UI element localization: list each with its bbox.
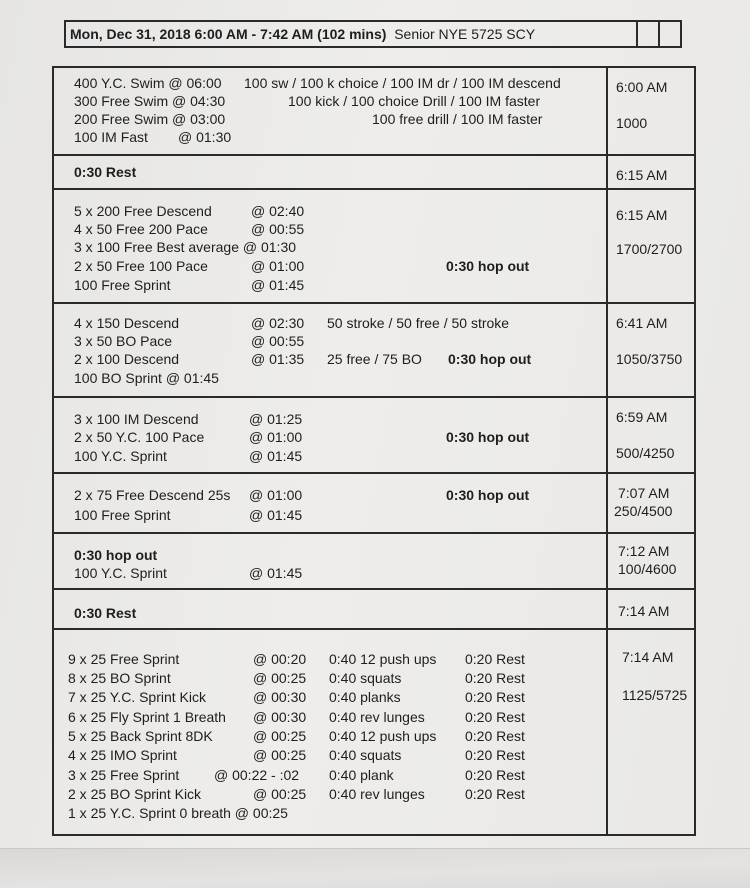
dryland-exercise: 0:40 rev lunges bbox=[329, 709, 425, 725]
set-line: 0:30 Rest bbox=[74, 605, 137, 621]
set-line: 6 x 25 Fly Sprint 1 Breath bbox=[68, 709, 226, 725]
set-line: 100 Free Sprint bbox=[74, 507, 171, 523]
rest-label: 0:20 Rest bbox=[465, 689, 525, 705]
dryland-exercise: 0:40 planks bbox=[329, 689, 401, 705]
set-time: 7:07 AM bbox=[618, 485, 670, 501]
set-line: 300 Free Swim @ 04:30 bbox=[74, 93, 226, 109]
set-line: 100 BO Sprint @ 01:45 bbox=[74, 370, 219, 386]
set-line: 3 x 50 BO Pace bbox=[74, 333, 173, 349]
set-line: 4 x 25 IMO Sprint bbox=[68, 747, 177, 763]
set-interval: @ 02:30 bbox=[251, 315, 305, 331]
set-time: 6:15 AM bbox=[616, 167, 668, 183]
set-free-descend bbox=[54, 474, 694, 534]
set-line: 0:30 hop out bbox=[74, 547, 158, 563]
time-column bbox=[606, 398, 694, 472]
set-interval: @ 00:55 bbox=[251, 221, 305, 237]
set-time: 6:00 AM bbox=[616, 79, 668, 95]
set-note: 0:30 hop out bbox=[446, 429, 530, 445]
set-line: 5 x 25 Back Sprint 8DK bbox=[68, 728, 213, 744]
rest-label: 0:20 Rest bbox=[465, 747, 525, 763]
set-note: 0:30 hop out bbox=[446, 487, 530, 503]
set-line: 3 x 25 Free Sprint bbox=[68, 767, 180, 783]
time-column bbox=[606, 304, 694, 396]
set-interval: @ 00:20 bbox=[253, 651, 307, 667]
set-interval: @ 01:35 bbox=[251, 351, 305, 367]
set-yards: 100/4600 bbox=[618, 561, 677, 577]
set-line: 100 Y.C. Sprint bbox=[74, 448, 167, 464]
set-note: 0:30 hop out bbox=[446, 258, 530, 274]
set-line: 0:30 Rest bbox=[74, 164, 137, 180]
time-column bbox=[606, 68, 694, 154]
set-line: 2 x 50 Y.C. 100 Pace bbox=[74, 429, 205, 445]
set-interval: @ 00:25 bbox=[253, 670, 307, 686]
set-yards: 500/4250 bbox=[616, 445, 675, 461]
time-column bbox=[606, 474, 694, 532]
rest-label: 0:20 Rest bbox=[465, 728, 525, 744]
set-line: 8 x 25 BO Sprint bbox=[68, 670, 171, 686]
set-line: 9 x 25 Free Sprint bbox=[68, 651, 180, 667]
dryland-exercise: 0:40 12 push ups bbox=[329, 651, 437, 667]
set-interval: @ 00:22 - :02 bbox=[214, 767, 300, 783]
set-time: 6:15 AM bbox=[616, 207, 668, 223]
header-title: Senior NYE 5725 SCY bbox=[394, 26, 536, 42]
dryland-exercise: 0:40 rev lunges bbox=[329, 786, 425, 802]
set-yc-sprint bbox=[54, 534, 694, 590]
set-detail: 100 kick / 100 choice Drill / 100 IM faster bbox=[288, 93, 541, 109]
set-yards: 1125/5725 bbox=[622, 687, 688, 703]
time-column bbox=[606, 156, 694, 188]
dryland-exercise: 0:40 plank bbox=[329, 767, 394, 783]
set-interval: @ 01:00 bbox=[249, 429, 303, 445]
set-interval: @ 02:40 bbox=[251, 203, 305, 219]
header-cell bbox=[658, 22, 680, 46]
header-text bbox=[70, 26, 535, 42]
header-date-time: Mon, Dec 31, 2018 6:00 AM - 7:42 AM (102 mins) bbox=[70, 26, 387, 42]
set-line: 1 x 25 Y.C. Sprint 0 breath @ 00:25 bbox=[68, 805, 288, 821]
set-line: 100 Free Sprint bbox=[74, 277, 171, 293]
rest-label: 0:20 Rest bbox=[465, 651, 525, 667]
set-detail: 50 stroke / 50 free / 50 stroke bbox=[327, 315, 510, 331]
time-column bbox=[606, 590, 694, 628]
set-interval: @ 01:00 bbox=[249, 487, 303, 503]
set-line: 3 x 100 IM Descend bbox=[74, 411, 199, 427]
set-interval: @ 00:25 bbox=[253, 728, 307, 744]
set-time: 7:14 AM bbox=[622, 649, 674, 665]
dryland-exercise: 0:40 squats bbox=[329, 670, 402, 686]
rest-label: 0:20 Rest bbox=[465, 786, 525, 802]
set-line: 100 Y.C. Sprint bbox=[74, 565, 167, 581]
set-yards: 1000 bbox=[616, 115, 648, 131]
time-column bbox=[606, 630, 694, 834]
set-line: 4 x 150 Descend bbox=[74, 315, 180, 331]
set-line: 2 x 75 Free Descend 25s bbox=[74, 487, 231, 503]
set-rest bbox=[54, 590, 694, 630]
set-line: 7 x 25 Y.C. Sprint Kick bbox=[68, 689, 206, 705]
set-line: 2 x 100 Descend bbox=[74, 351, 180, 367]
set-line: 4 x 50 Free 200 Pace bbox=[74, 221, 208, 237]
set-time: 6:59 AM bbox=[616, 409, 668, 425]
rest-label: 0:20 Rest bbox=[465, 709, 525, 725]
paper-fold-edge bbox=[0, 848, 750, 888]
set-interval: @ 01:00 bbox=[251, 258, 305, 274]
set-interval: @ 01:45 bbox=[249, 448, 303, 464]
set-line: 100 IM Fast bbox=[74, 129, 148, 145]
set-line: 2 x 50 Free 100 Pace bbox=[74, 258, 208, 274]
set-interval: @ 01:30 bbox=[178, 129, 232, 145]
set-line: 200 Free Swim @ 03:00 bbox=[74, 111, 226, 127]
rest-label: 0:20 Rest bbox=[465, 767, 525, 783]
set-im bbox=[54, 398, 694, 474]
set-time: 7:12 AM bbox=[618, 543, 670, 559]
set-time: 6:41 AM bbox=[616, 315, 668, 331]
time-column bbox=[606, 534, 694, 588]
set-detail: 25 free / 75 BO bbox=[327, 351, 422, 367]
set-fly bbox=[54, 304, 694, 398]
set-yards: 1700/2700 bbox=[616, 241, 683, 257]
set-line: 5 x 200 Free Descend bbox=[74, 203, 212, 219]
set-rest bbox=[54, 156, 694, 190]
set-warmup bbox=[54, 68, 694, 156]
set-interval: @ 01:25 bbox=[249, 411, 303, 427]
dryland-exercise: 0:40 squats bbox=[329, 747, 402, 763]
set-interval: @ 01:45 bbox=[251, 277, 305, 293]
set-interval: @ 00:55 bbox=[251, 333, 305, 349]
set-yards: 1050/3750 bbox=[616, 351, 683, 367]
set-detail: 100 sw / 100 k choice / 100 IM dr / 100 IM descend bbox=[244, 75, 561, 91]
header-cell bbox=[636, 22, 658, 46]
workout-table bbox=[52, 66, 696, 836]
rest-label: 0:20 Rest bbox=[465, 670, 525, 686]
time-column bbox=[606, 190, 694, 302]
set-sprint-ladder bbox=[54, 630, 694, 834]
set-interval: @ 00:25 bbox=[253, 786, 307, 802]
set-interval: @ 00:30 bbox=[253, 689, 307, 705]
dryland-exercise: 0:40 12 push ups bbox=[329, 728, 437, 744]
set-interval: @ 01:45 bbox=[249, 565, 303, 581]
workout-header bbox=[64, 20, 682, 48]
set-line: 3 x 100 Free Best average @ 01:30 bbox=[74, 239, 297, 255]
set-time: 7:14 AM bbox=[618, 603, 670, 619]
set-line: 2 x 25 BO Sprint Kick bbox=[68, 786, 202, 802]
set-line: 400 Y.C. Swim @ 06:00 bbox=[74, 75, 222, 91]
set-interval: @ 00:30 bbox=[253, 709, 307, 725]
set-detail: 100 free drill / 100 IM faster bbox=[372, 111, 543, 127]
set-interval: @ 01:45 bbox=[249, 507, 303, 523]
set-yards: 250/4500 bbox=[614, 503, 673, 519]
set-note: 0:30 hop out bbox=[448, 351, 532, 367]
set-interval: @ 00:25 bbox=[253, 747, 307, 763]
set-free bbox=[54, 190, 694, 304]
